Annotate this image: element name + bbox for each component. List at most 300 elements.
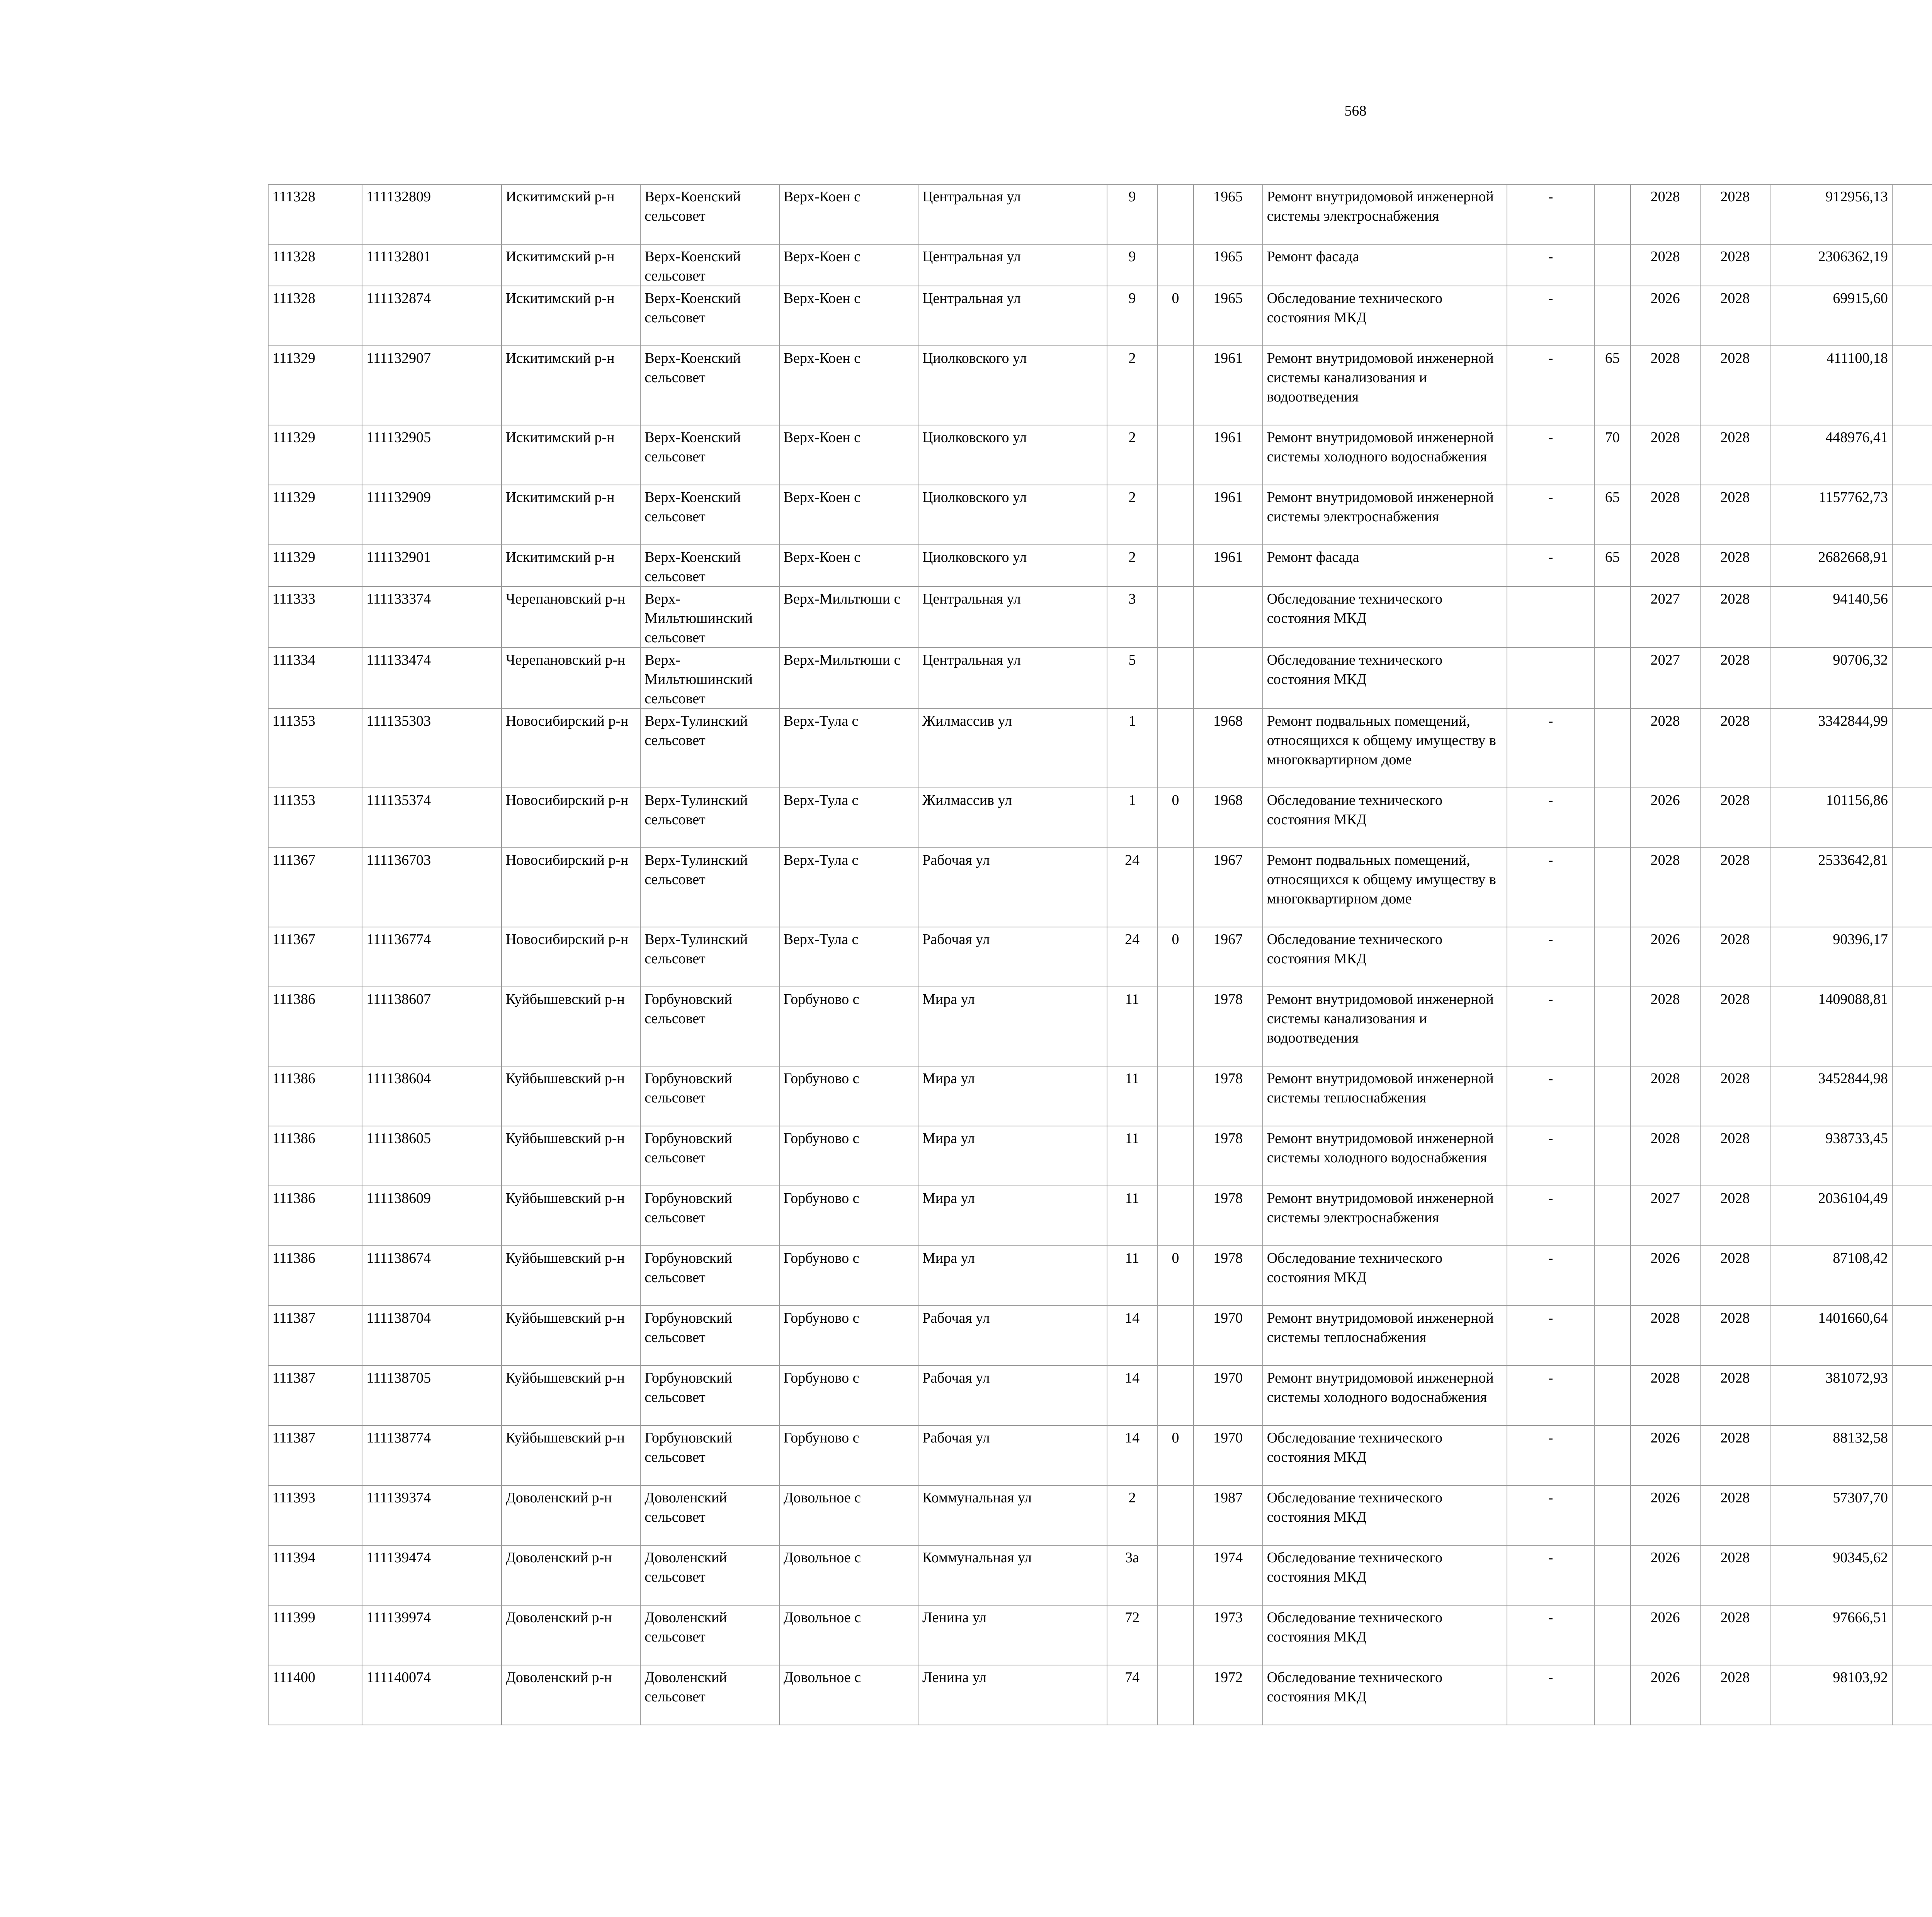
cell-house-number: 11: [1107, 1066, 1158, 1126]
cell-wear-percent: 65: [1594, 485, 1630, 545]
cell-build-year: 1978: [1194, 987, 1263, 1066]
cell-house-number: 14: [1107, 1366, 1158, 1425]
cell-settlement: Верх-Тула с: [779, 788, 918, 848]
cell-plan-year-start: 2028: [1631, 184, 1700, 244]
table-row: [268, 927, 1932, 987]
cell-corpus: 0: [1157, 788, 1193, 848]
cell-cost-total: 1409088,81: [1770, 987, 1892, 1066]
cell-plan-year-end: 2028: [1700, 1605, 1770, 1665]
cell-work-type: Ремонт подвальных помещений, относящихся к общему имуществу в многоквартирном доме: [1263, 848, 1507, 927]
cell-build-year: 1978: [1194, 1066, 1263, 1126]
cell-row-id: 111333: [268, 587, 362, 648]
cell-street: Рабочая ул: [918, 927, 1107, 987]
cell-corpus: [1157, 1485, 1193, 1545]
cell-build-year: 1972: [1194, 1665, 1263, 1725]
cell-status: -: [1507, 485, 1595, 545]
cell-street: Центральная ул: [918, 184, 1107, 244]
table-row: [268, 244, 1932, 286]
cell-work-type: Обследование технического состояния МКД: [1263, 1425, 1507, 1485]
cell-status: -: [1507, 987, 1595, 1066]
cell-settlement: Верх-Коен с: [779, 425, 918, 485]
cell-row-id: 111329: [268, 545, 362, 587]
cell-cost-fund: [1892, 1545, 1932, 1605]
cell-cost-total: 2682668,91: [1770, 545, 1892, 587]
page-number: 568: [1344, 103, 1367, 119]
cell-plan-year-end: 2028: [1700, 927, 1770, 987]
cell-house-number: 2: [1107, 425, 1158, 485]
cell-corpus: 0: [1157, 1246, 1193, 1306]
cell-record-id: 111139474: [362, 1545, 501, 1605]
cell-plan-year-start: 2027: [1631, 648, 1700, 709]
cell-row-id: 111386: [268, 1126, 362, 1186]
cell-corpus: [1157, 1066, 1193, 1126]
cell-status: -: [1507, 1366, 1595, 1425]
cell-wear-percent: [1594, 927, 1630, 987]
cell-plan-year-end: 2028: [1700, 1425, 1770, 1485]
cell-settlement: Довольное с: [779, 1665, 918, 1725]
cell-house-number: 11: [1107, 1186, 1158, 1246]
cell-house-number: 3: [1107, 587, 1158, 648]
cell-cost-total: 448976,41: [1770, 425, 1892, 485]
cell-plan-year-end: 2028: [1700, 1066, 1770, 1126]
cell-settlement: Горбуново с: [779, 1425, 918, 1485]
cell-status: -: [1507, 1545, 1595, 1605]
cell-corpus: [1157, 709, 1193, 788]
cell-work-type: Обследование технического состояния МКД: [1263, 927, 1507, 987]
cell-district: Искитимский р-н: [502, 184, 640, 244]
cell-work-type: Ремонт подвальных помещений, относящихся к общему имуществу в многоквартирном доме: [1263, 709, 1507, 788]
cell-corpus: [1157, 648, 1193, 709]
cell-plan-year-start: 2028: [1631, 545, 1700, 587]
cell-plan-year-start: 2028: [1631, 425, 1700, 485]
cell-wear-percent: [1594, 1485, 1630, 1545]
cell-district: Искитимский р-н: [502, 346, 640, 425]
cell-house-number: 74: [1107, 1665, 1158, 1725]
cell-wear-percent: [1594, 1126, 1630, 1186]
cell-wear-percent: [1594, 1665, 1630, 1725]
cell-plan-year-end: 2028: [1700, 184, 1770, 244]
cell-street: Мира ул: [918, 1246, 1107, 1306]
cell-plan-year-start: 2026: [1631, 1545, 1700, 1605]
cell-street: Мира ул: [918, 1126, 1107, 1186]
cell-work-type: Ремонт внутридомовой инженерной системы холодного водоснабжения: [1263, 425, 1507, 485]
cell-plan-year-end: 2028: [1700, 709, 1770, 788]
cell-plan-year-start: 2028: [1631, 848, 1700, 927]
cell-district: Доволенский р-н: [502, 1545, 640, 1605]
cell-corpus: [1157, 545, 1193, 587]
cell-cost-total: 1401660,64: [1770, 1306, 1892, 1366]
cell-wear-percent: [1594, 587, 1630, 648]
cell-wear-percent: [1594, 1246, 1630, 1306]
cell-district: Новосибирский р-н: [502, 927, 640, 987]
table-row: [268, 346, 1932, 425]
cell-house-number: 14: [1107, 1306, 1158, 1366]
cell-cost-fund: [1892, 648, 1932, 709]
cell-cost-total: 3342844,99: [1770, 709, 1892, 788]
cell-cost-total: 90345,62: [1770, 1545, 1892, 1605]
cell-record-id: 111132874: [362, 286, 501, 346]
cell-record-id: 111138674: [362, 1246, 501, 1306]
cell-plan-year-start: 2026: [1631, 927, 1700, 987]
cell-row-id: 111328: [268, 184, 362, 244]
cell-row-id: 111329: [268, 485, 362, 545]
cell-municipality: Верх-Коенский сельсовет: [640, 286, 779, 346]
cell-settlement: Верх-Мильтюши с: [779, 587, 918, 648]
table-row: [268, 1126, 1932, 1186]
cell-house-number: 2: [1107, 545, 1158, 587]
cell-street: Коммунальная ул: [918, 1545, 1107, 1605]
cell-work-type: Ремонт фасада: [1263, 545, 1507, 587]
cell-work-type: Ремонт внутридомовой инженерной системы канализования и водоотведения: [1263, 987, 1507, 1066]
cell-street: Ленина ул: [918, 1605, 1107, 1665]
cell-row-id: 111387: [268, 1306, 362, 1366]
table-row: [268, 1246, 1932, 1306]
cell-plan-year-start: 2028: [1631, 1306, 1700, 1366]
cell-corpus: [1157, 848, 1193, 927]
cell-work-type: Обследование технического состояния МКД: [1263, 1605, 1507, 1665]
cell-district: Черепановский р-н: [502, 587, 640, 648]
table-row: [268, 545, 1932, 587]
cell-district: Искитимский р-н: [502, 244, 640, 286]
cell-cost-fund: [1892, 244, 1932, 286]
cell-record-id: 111133374: [362, 587, 501, 648]
cell-cost-total: 912956,13: [1770, 184, 1892, 244]
cell-build-year: [1194, 587, 1263, 648]
cell-municipality: Верх-Тулинский сельсовет: [640, 788, 779, 848]
cell-row-id: 111367: [268, 927, 362, 987]
cell-status: -: [1507, 848, 1595, 927]
cell-corpus: [1157, 184, 1193, 244]
cell-plan-year-start: 2028: [1631, 1366, 1700, 1425]
cell-cost-total: 381072,93: [1770, 1366, 1892, 1425]
cell-status: -: [1507, 927, 1595, 987]
cell-settlement: Горбуново с: [779, 1246, 918, 1306]
cell-district: Искитимский р-н: [502, 286, 640, 346]
cell-work-type: Ремонт внутридомовой инженерной системы теплоснабжения: [1263, 1306, 1507, 1366]
cell-district: Новосибирский р-н: [502, 788, 640, 848]
cell-plan-year-start: 2028: [1631, 1066, 1700, 1126]
cell-wear-percent: [1594, 648, 1630, 709]
cell-status: [1507, 587, 1595, 648]
cell-street: Жилмассив ул: [918, 788, 1107, 848]
cell-work-type: Обследование технического состояния МКД: [1263, 648, 1507, 709]
cell-cost-fund: [1892, 346, 1932, 425]
cell-settlement: Верх-Коен с: [779, 346, 918, 425]
cell-record-id: 111138705: [362, 1366, 501, 1425]
cell-cost-total: 88132,58: [1770, 1425, 1892, 1485]
cell-street: Рабочая ул: [918, 1306, 1107, 1366]
cell-status: -: [1507, 244, 1595, 286]
cell-street: Центральная ул: [918, 286, 1107, 346]
cell-corpus: [1157, 1366, 1193, 1425]
cell-corpus: [1157, 1126, 1193, 1186]
table-row: [268, 184, 1932, 244]
cell-house-number: 1: [1107, 709, 1158, 788]
cell-municipality: Горбуновский сельсовет: [640, 1425, 779, 1485]
cell-corpus: [1157, 1545, 1193, 1605]
cell-street: Мира ул: [918, 987, 1107, 1066]
cell-district: Куйбышевский р-н: [502, 1066, 640, 1126]
cell-row-id: 111328: [268, 244, 362, 286]
cell-street: Циолковского ул: [918, 425, 1107, 485]
cell-plan-year-end: 2028: [1700, 1246, 1770, 1306]
cell-municipality: Верх-Тулинский сельсовет: [640, 927, 779, 987]
cell-row-id: 111387: [268, 1425, 362, 1485]
cell-district: Куйбышевский р-н: [502, 1186, 640, 1246]
cell-corpus: [1157, 244, 1193, 286]
cell-status: -: [1507, 1425, 1595, 1485]
cell-municipality: Верх-Коенский сельсовет: [640, 485, 779, 545]
cell-row-id: 111386: [268, 987, 362, 1066]
cell-street: Циолковского ул: [918, 545, 1107, 587]
cell-plan-year-end: 2028: [1700, 425, 1770, 485]
cell-build-year: 1967: [1194, 848, 1263, 927]
cell-district: Доволенский р-н: [502, 1665, 640, 1725]
cell-cost-total: 90396,17: [1770, 927, 1892, 987]
cell-cost-fund: [1892, 485, 1932, 545]
cell-wear-percent: [1594, 1306, 1630, 1366]
cell-district: Черепановский р-н: [502, 648, 640, 709]
cell-municipality: Горбуновский сельсовет: [640, 1186, 779, 1246]
cell-plan-year-start: 2026: [1631, 1425, 1700, 1485]
cell-cost-total: 411100,18: [1770, 346, 1892, 425]
cell-corpus: 0: [1157, 286, 1193, 346]
cell-district: Новосибирский р-н: [502, 709, 640, 788]
cell-record-id: 111138607: [362, 987, 501, 1066]
cell-build-year: 1961: [1194, 425, 1263, 485]
cell-plan-year-end: 2028: [1700, 587, 1770, 648]
cell-plan-year-end: 2028: [1700, 485, 1770, 545]
cell-municipality: Верх-Мильтюшинский сельсовет: [640, 587, 779, 648]
cell-status: -: [1507, 184, 1595, 244]
cell-cost-fund: [1892, 1066, 1932, 1126]
table-row: [268, 1366, 1932, 1425]
cell-street: Ленина ул: [918, 1665, 1107, 1725]
cell-build-year: 1968: [1194, 709, 1263, 788]
cell-cost-fund: [1892, 286, 1932, 346]
cell-plan-year-start: 2028: [1631, 244, 1700, 286]
cell-status: -: [1507, 709, 1595, 788]
cell-wear-percent: 65: [1594, 545, 1630, 587]
cell-street: Жилмассив ул: [918, 709, 1107, 788]
cell-build-year: 1961: [1194, 485, 1263, 545]
cell-street: Циолковского ул: [918, 346, 1107, 425]
cell-house-number: 24: [1107, 848, 1158, 927]
cell-wear-percent: [1594, 184, 1630, 244]
cell-district: Куйбышевский р-н: [502, 1425, 640, 1485]
cell-status: -: [1507, 1066, 1595, 1126]
cell-record-id: 111138609: [362, 1186, 501, 1246]
cell-build-year: 1970: [1194, 1425, 1263, 1485]
cell-record-id: 111140074: [362, 1665, 501, 1725]
cell-status: -: [1507, 788, 1595, 848]
cell-plan-year-end: 2028: [1700, 346, 1770, 425]
cell-cost-total: 90706,32: [1770, 648, 1892, 709]
cell-plan-year-start: 2026: [1631, 1485, 1700, 1545]
cell-record-id: 111135374: [362, 788, 501, 848]
cell-record-id: 111132905: [362, 425, 501, 485]
cell-settlement: Верх-Тула с: [779, 709, 918, 788]
cell-cost-total: 98103,92: [1770, 1665, 1892, 1725]
cell-corpus: [1157, 1306, 1193, 1366]
cell-plan-year-start: 2027: [1631, 1186, 1700, 1246]
cell-plan-year-start: 2026: [1631, 1246, 1700, 1306]
cell-corpus: [1157, 485, 1193, 545]
cell-district: Искитимский р-н: [502, 425, 640, 485]
cell-wear-percent: [1594, 788, 1630, 848]
cell-row-id: 111394: [268, 1545, 362, 1605]
table-row: [268, 788, 1932, 848]
cell-row-id: 111353: [268, 709, 362, 788]
cell-work-type: Ремонт внутридомовой инженерной системы теплоснабжения: [1263, 1066, 1507, 1126]
cell-row-id: 111387: [268, 1366, 362, 1425]
cell-corpus: [1157, 987, 1193, 1066]
cell-status: -: [1507, 545, 1595, 587]
cell-wear-percent: [1594, 1366, 1630, 1425]
cell-row-id: 111353: [268, 788, 362, 848]
cell-municipality: Доволенский сельсовет: [640, 1545, 779, 1605]
cell-settlement: Верх-Коен с: [779, 244, 918, 286]
table-row: [268, 1425, 1932, 1485]
cell-plan-year-end: 2028: [1700, 788, 1770, 848]
cell-house-number: 2: [1107, 485, 1158, 545]
cell-cost-fund: [1892, 848, 1932, 927]
cell-build-year: 1961: [1194, 545, 1263, 587]
cell-municipality: Верх-Коенский сельсовет: [640, 184, 779, 244]
cell-district: Доволенский р-н: [502, 1605, 640, 1665]
cell-cost-fund: [1892, 184, 1932, 244]
cell-row-id: 111329: [268, 425, 362, 485]
cell-corpus: [1157, 1605, 1193, 1665]
cell-row-id: 111386: [268, 1066, 362, 1126]
cell-municipality: Верх-Тулинский сельсовет: [640, 709, 779, 788]
cell-corpus: [1157, 1186, 1193, 1246]
cell-plan-year-end: 2028: [1700, 1485, 1770, 1545]
cell-record-id: 111136703: [362, 848, 501, 927]
cell-street: Рабочая ул: [918, 848, 1107, 927]
cell-cost-fund: [1892, 1126, 1932, 1186]
cell-street: Коммунальная ул: [918, 1485, 1107, 1545]
cell-status: -: [1507, 1186, 1595, 1246]
cell-record-id: 111138604: [362, 1066, 501, 1126]
cell-record-id: 111132907: [362, 346, 501, 425]
cell-row-id: 111386: [268, 1246, 362, 1306]
cell-build-year: 1961: [1194, 346, 1263, 425]
cell-street: Рабочая ул: [918, 1425, 1107, 1485]
cell-district: Искитимский р-н: [502, 485, 640, 545]
cell-house-number: 11: [1107, 987, 1158, 1066]
cell-plan-year-end: 2028: [1700, 648, 1770, 709]
cell-work-type: Ремонт внутридомовой инженерной системы электроснабжения: [1263, 1186, 1507, 1246]
cell-build-year: 1978: [1194, 1186, 1263, 1246]
cell-wear-percent: [1594, 848, 1630, 927]
cell-plan-year-end: 2028: [1700, 1366, 1770, 1425]
capital-repair-table: [268, 184, 1932, 1725]
table-row: [268, 1186, 1932, 1246]
cell-status: -: [1507, 346, 1595, 425]
cell-cost-total: 2533642,81: [1770, 848, 1892, 927]
cell-house-number: 14: [1107, 1425, 1158, 1485]
cell-corpus: [1157, 346, 1193, 425]
cell-work-type: Обследование технического состояния МКД: [1263, 1545, 1507, 1605]
cell-street: Центральная ул: [918, 587, 1107, 648]
cell-cost-fund: [1892, 1306, 1932, 1366]
cell-row-id: 111386: [268, 1186, 362, 1246]
cell-cost-total: 69915,60: [1770, 286, 1892, 346]
cell-cost-total: 2036104,49: [1770, 1186, 1892, 1246]
cell-row-id: 111367: [268, 848, 362, 927]
table-row: [268, 1066, 1932, 1126]
cell-settlement: Верх-Коен с: [779, 485, 918, 545]
cell-house-number: 11: [1107, 1246, 1158, 1306]
cell-record-id: 111132909: [362, 485, 501, 545]
cell-record-id: 111132801: [362, 244, 501, 286]
cell-house-number: 11: [1107, 1126, 1158, 1186]
cell-cost-total: 3452844,98: [1770, 1066, 1892, 1126]
cell-settlement: Верх-Тула с: [779, 927, 918, 987]
cell-municipality: Доволенский сельсовет: [640, 1605, 779, 1665]
cell-municipality: Доволенский сельсовет: [640, 1485, 779, 1545]
cell-house-number: 24: [1107, 927, 1158, 987]
table-row: [268, 987, 1932, 1066]
cell-build-year: 1967: [1194, 927, 1263, 987]
cell-status: -: [1507, 425, 1595, 485]
cell-plan-year-start: 2028: [1631, 1126, 1700, 1186]
cell-district: Новосибирский р-н: [502, 848, 640, 927]
cell-row-id: 111400: [268, 1665, 362, 1725]
cell-status: -: [1507, 1126, 1595, 1186]
cell-work-type: Ремонт внутридомовой инженерной системы холодного водоснабжения: [1263, 1366, 1507, 1425]
cell-municipality: Доволенский сельсовет: [640, 1665, 779, 1725]
cell-build-year: 1965: [1194, 244, 1263, 286]
cell-plan-year-end: 2028: [1700, 545, 1770, 587]
cell-settlement: Горбуново с: [779, 1126, 918, 1186]
cell-cost-fund: [1892, 1485, 1932, 1545]
cell-settlement: Горбуново с: [779, 1366, 918, 1425]
cell-street: Центральная ул: [918, 648, 1107, 709]
cell-municipality: Горбуновский сельсовет: [640, 987, 779, 1066]
cell-build-year: 1978: [1194, 1246, 1263, 1306]
cell-build-year: 1968: [1194, 788, 1263, 848]
cell-plan-year-start: 2026: [1631, 1605, 1700, 1665]
cell-house-number: 3а: [1107, 1545, 1158, 1605]
cell-wear-percent: [1594, 1545, 1630, 1605]
table-row: [268, 286, 1932, 346]
cell-district: Искитимский р-н: [502, 545, 640, 587]
cell-build-year: 1974: [1194, 1545, 1263, 1605]
cell-record-id: 111139374: [362, 1485, 501, 1545]
cell-status: [1507, 648, 1595, 709]
cell-cost-fund: [1892, 709, 1932, 788]
cell-cost-fund: [1892, 1366, 1932, 1425]
cell-plan-year-start: 2028: [1631, 346, 1700, 425]
cell-municipality: Верх-Коенский сельсовет: [640, 545, 779, 587]
cell-record-id: 111135303: [362, 709, 501, 788]
cell-status: -: [1507, 286, 1595, 346]
cell-cost-total: 2306362,19: [1770, 244, 1892, 286]
cell-wear-percent: [1594, 1066, 1630, 1126]
cell-record-id: 111136774: [362, 927, 501, 987]
cell-record-id: 111138605: [362, 1126, 501, 1186]
cell-municipality: Горбуновский сельсовет: [640, 1366, 779, 1425]
cell-cost-fund: [1892, 987, 1932, 1066]
cell-settlement: Довольное с: [779, 1485, 918, 1545]
table-row: [268, 587, 1932, 648]
cell-record-id: 111138774: [362, 1425, 501, 1485]
cell-work-type: Ремонт внутридомовой инженерной системы электроснабжения: [1263, 184, 1507, 244]
cell-cost-fund: [1892, 425, 1932, 485]
cell-status: -: [1507, 1605, 1595, 1665]
